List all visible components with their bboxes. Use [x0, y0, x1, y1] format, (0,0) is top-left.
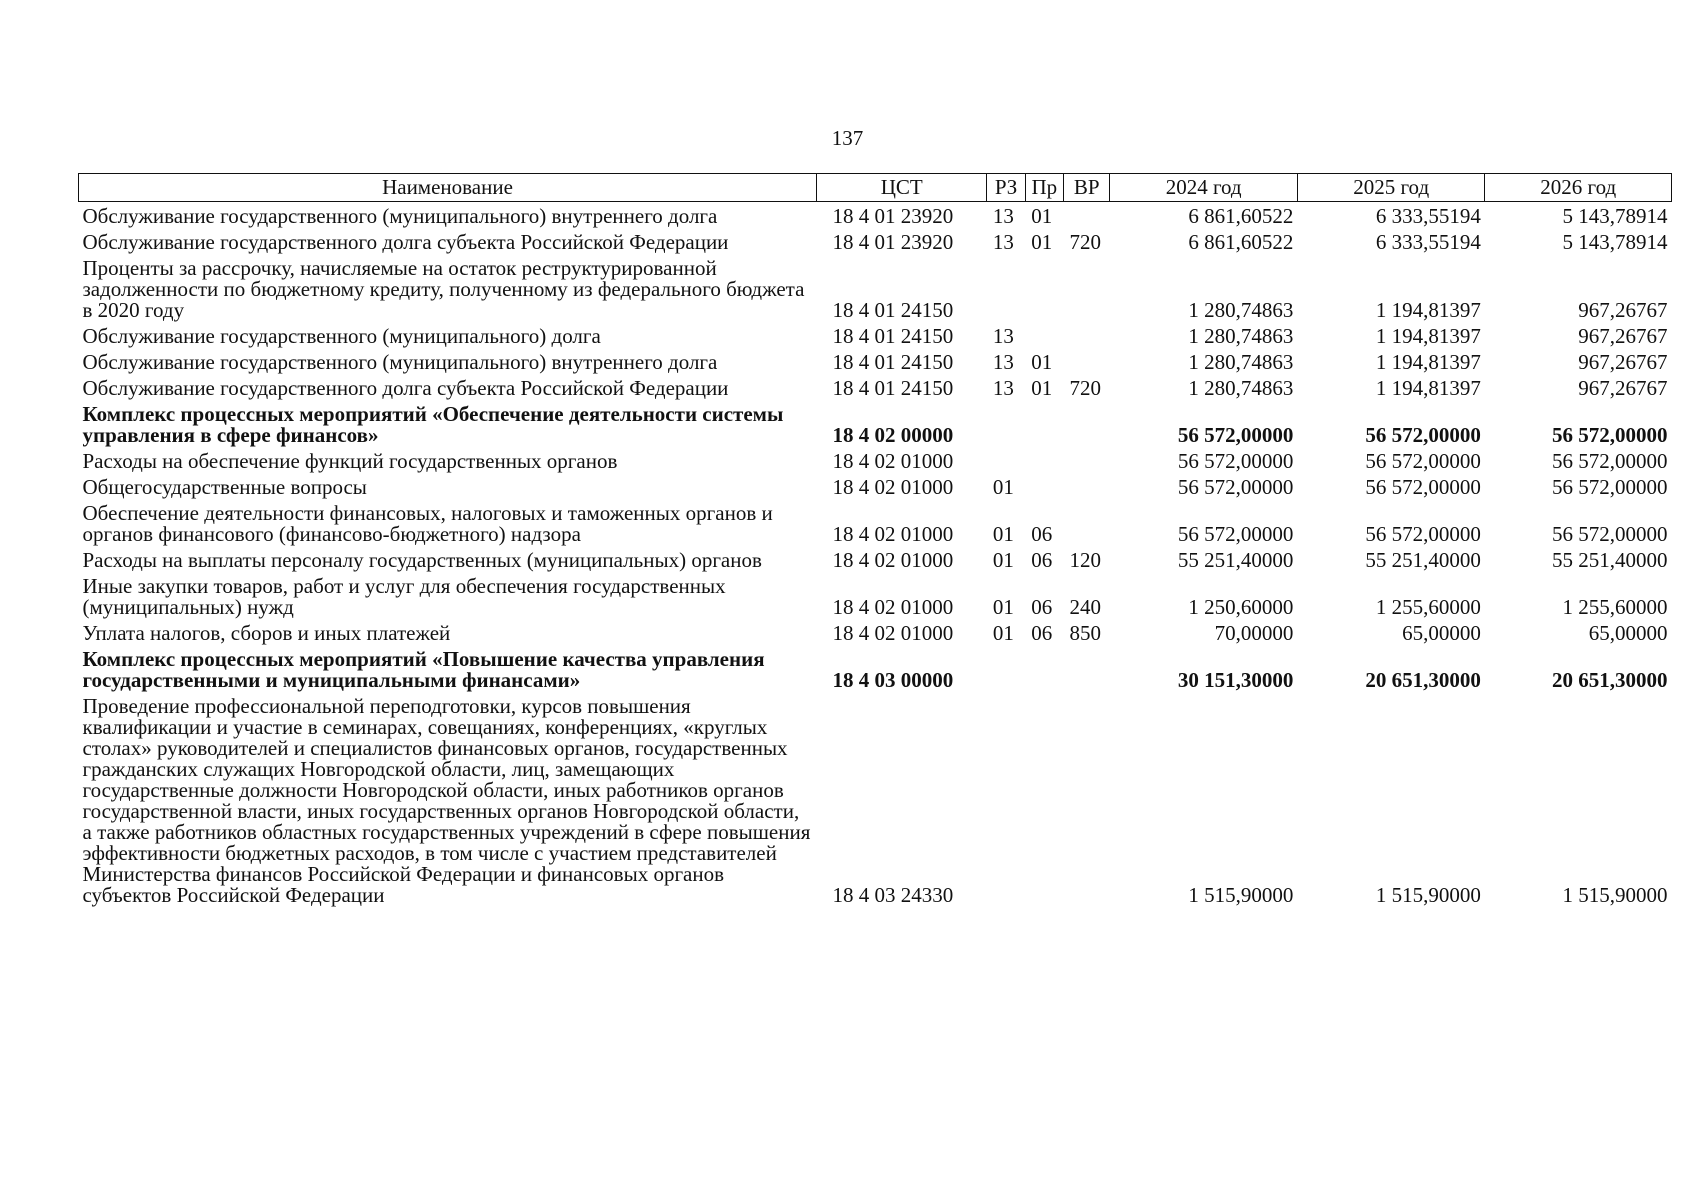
row-vr-cell: 850 — [1069, 621, 1102, 645]
header-rz: РЗ — [987, 174, 1025, 202]
row-pr-cell: 06 — [1031, 595, 1053, 619]
row-rz-cell — [987, 254, 1025, 322]
row-vr-cell: 720 — [1069, 376, 1102, 400]
row-vr-cell — [1064, 692, 1110, 907]
row-cst-cell: 18 4 03 00000 — [832, 668, 954, 692]
row-rz-cell — [987, 645, 1025, 692]
row-2026-value: 967,26767 — [1578, 350, 1668, 374]
row-pr-cell — [1025, 447, 1063, 473]
row-name-cell: Обеспечение деятельности финансовых, налоговых и таможенных органов и органов финансового (финансово-бюджетного) надзора — [82, 501, 773, 546]
row-2024-value: 30 151,30000 — [1177, 668, 1294, 692]
row-2024-value: 56 572,00000 — [1177, 449, 1294, 473]
table-row — [79, 374, 1672, 400]
row-vr-cell — [1064, 473, 1110, 499]
row-2024-value: 1 280,74863 — [1188, 350, 1294, 374]
row-name-cell: Обслуживание государственного (муниципального) долга — [82, 324, 601, 348]
row-2026-value: 20 651,30000 — [1552, 668, 1668, 692]
row-rz-cell: 13 — [992, 324, 1014, 348]
row-pr-cell: 01 — [1031, 376, 1053, 400]
row-2025-value: 56 572,00000 — [1365, 522, 1481, 546]
row-pr-cell — [1025, 254, 1063, 322]
row-rz-cell: 13 — [992, 350, 1014, 374]
table-row — [79, 546, 1672, 572]
row-2026-value: 967,26767 — [1578, 298, 1668, 322]
row-vr-cell: 240 — [1069, 595, 1102, 619]
row-2024-value: 56 572,00000 — [1177, 522, 1294, 546]
row-pr-cell — [1025, 322, 1063, 348]
row-2026-value: 55 251,40000 — [1552, 548, 1668, 572]
row-2026-value: 5 143,78914 — [1562, 230, 1668, 254]
row-rz-cell: 13 — [992, 204, 1014, 228]
row-pr-cell: 01 — [1031, 350, 1053, 374]
row-pr-cell — [1025, 645, 1063, 692]
row-cst-cell: 18 4 01 24150 — [832, 324, 954, 348]
row-name-cell: Проценты за рассрочку, начисляемые на остаток реструктурированной задолженности по бюджетному кредиту, полученному из федерального бюджета в 2020 году — [82, 256, 805, 322]
row-2025-value: 1 515,90000 — [1375, 883, 1481, 907]
row-vr-cell — [1064, 645, 1110, 692]
row-pr-cell — [1025, 473, 1063, 499]
row-2025-value: 6 333,55194 — [1375, 230, 1481, 254]
row-cst-cell: 18 4 01 24150 — [832, 376, 954, 400]
row-rz-cell: 01 — [992, 621, 1014, 645]
row-2025-value: 56 572,00000 — [1365, 475, 1481, 499]
row-cst-cell: 18 4 02 01000 — [832, 621, 954, 645]
table-row — [79, 400, 1672, 447]
row-vr-cell — [1064, 348, 1110, 374]
header-cst: ЦСТ — [817, 174, 987, 202]
row-2026-value: 56 572,00000 — [1552, 423, 1668, 447]
row-pr-cell — [1025, 400, 1063, 447]
row-name-cell: Иные закупки товаров, работ и услуг для обеспечения государственных (муниципальных) нужд — [82, 574, 726, 619]
row-2026-value: 1 515,90000 — [1562, 883, 1668, 907]
table-row — [79, 254, 1672, 322]
row-name-cell: Комплекс процессных мероприятий «Обеспечение деятельности системы управления в сфере финансов» — [82, 402, 784, 447]
table-header-row — [79, 174, 1672, 202]
row-2024-value: 1 515,90000 — [1188, 883, 1294, 907]
row-cst-cell: 18 4 02 01000 — [832, 449, 954, 473]
row-name-cell: Обслуживание государственного (муниципального) внутреннего долга — [82, 204, 718, 228]
row-cst-cell: 18 4 02 01000 — [832, 548, 954, 572]
table-row — [79, 572, 1672, 619]
row-2025-value: 1 194,81397 — [1375, 350, 1481, 374]
row-vr-cell: 120 — [1069, 548, 1102, 572]
row-vr-cell — [1064, 202, 1110, 229]
row-name-cell: Общегосударственные вопросы — [82, 475, 367, 499]
row-2024-value: 70,00000 — [1214, 621, 1294, 645]
row-2025-value: 6 333,55194 — [1375, 204, 1481, 228]
row-2026-value: 967,26767 — [1578, 324, 1668, 348]
table-row — [79, 322, 1672, 348]
row-2026-value: 5 143,78914 — [1562, 204, 1668, 228]
row-2024-value: 56 572,00000 — [1177, 475, 1294, 499]
row-vr-cell — [1064, 400, 1110, 447]
header-2025: 2025 год — [1297, 174, 1485, 202]
row-cst-cell: 18 4 01 24150 — [832, 350, 954, 374]
row-2025-value: 1 194,81397 — [1375, 324, 1481, 348]
row-rz-cell: 13 — [992, 376, 1014, 400]
row-vr-cell — [1064, 254, 1110, 322]
row-pr-cell: 06 — [1031, 548, 1053, 572]
table-row — [79, 473, 1672, 499]
row-cst-cell: 18 4 02 01000 — [832, 475, 954, 499]
page-number: 137 — [831, 126, 864, 150]
row-cst-cell: 18 4 01 24150 — [832, 298, 954, 322]
row-pr-cell: 06 — [1031, 522, 1053, 546]
row-name-cell: Расходы на обеспечение функций государственных органов — [82, 449, 618, 473]
row-2025-value: 20 651,30000 — [1365, 668, 1481, 692]
row-2025-value: 1 194,81397 — [1375, 298, 1481, 322]
row-2026-value: 1 255,60000 — [1562, 595, 1668, 619]
row-vr-cell — [1064, 447, 1110, 473]
row-pr-cell: 06 — [1031, 621, 1053, 645]
row-2026-value: 56 572,00000 — [1552, 449, 1668, 473]
row-rz-cell: 13 — [992, 230, 1014, 254]
header-2024: 2024 год — [1110, 174, 1298, 202]
row-2024-value: 55 251,40000 — [1177, 548, 1294, 572]
row-vr-cell: 720 — [1069, 230, 1102, 254]
table-row — [79, 202, 1672, 229]
row-2026-value: 65,00000 — [1588, 621, 1668, 645]
row-rz-cell — [987, 400, 1025, 447]
table-row — [79, 499, 1672, 546]
row-rz-cell: 01 — [992, 475, 1014, 499]
row-name-cell: Расходы на выплаты персоналу государственных (муниципальных) органов — [82, 548, 762, 572]
header-name: Наименование — [79, 174, 817, 202]
row-pr-cell: 01 — [1031, 204, 1053, 228]
row-2025-value: 55 251,40000 — [1365, 548, 1481, 572]
row-rz-cell: 01 — [992, 522, 1014, 546]
row-rz-cell — [987, 692, 1025, 907]
row-name-cell: Обслуживание государственного долга субъекта Российской Федерации — [82, 376, 729, 400]
row-rz-cell: 01 — [992, 548, 1014, 572]
row-name-cell: Комплекс процессных мероприятий «Повышение качества управления государственными и муниципальными финансами» — [82, 647, 765, 692]
row-2025-value: 65,00000 — [1402, 621, 1481, 645]
table-body — [79, 202, 1672, 908]
row-cst-cell: 18 4 03 24330 — [832, 883, 954, 907]
row-2024-value: 1 280,74863 — [1188, 324, 1294, 348]
row-pr-cell — [1025, 692, 1063, 907]
row-name-cell: Проведение профессиональной переподготовки, курсов повышения квалификации и участие в семинарах, совещаниях, конференциях, «круглых столах» руководителей и специалистов финансовых органов, государственных гражданских служащих Новгородской области, лиц, замещающих государственные должности Новгородской области, иных работников органов государственной власти, иных государственных органов Новгородской области, а также работников областных государственных учреждений в сфере повышения эффективности бюджетных расходов, в том числе с участием представителей Министерства финансов Российской Федерации и финансовых органов субъектов Российской Федерации — [82, 694, 811, 907]
row-name-cell: Уплата налогов, сборов и иных платежей — [82, 621, 451, 645]
row-cst-cell: 18 4 02 01000 — [832, 522, 954, 546]
row-2025-value: 1 255,60000 — [1375, 595, 1481, 619]
row-2024-value: 6 861,60522 — [1188, 230, 1294, 254]
row-2025-value: 1 194,81397 — [1375, 376, 1481, 400]
row-name-cell: Обслуживание государственного (муниципального) внутреннего долга — [82, 350, 718, 374]
row-2024-value: 1 280,74863 — [1188, 298, 1294, 322]
table-row — [79, 447, 1672, 473]
row-vr-cell — [1064, 322, 1110, 348]
table-row — [79, 619, 1672, 645]
row-cst-cell: 18 4 01 23920 — [832, 230, 954, 254]
row-cst-cell: 18 4 01 23920 — [832, 204, 954, 228]
header-2026: 2026 год — [1485, 174, 1672, 202]
table-row — [79, 645, 1672, 692]
row-2025-value: 56 572,00000 — [1365, 449, 1481, 473]
row-2026-value: 967,26767 — [1578, 376, 1668, 400]
row-cst-cell: 18 4 02 00000 — [832, 423, 954, 447]
row-2024-value: 1 250,60000 — [1188, 595, 1294, 619]
table-row — [79, 348, 1672, 374]
row-2024-value: 56 572,00000 — [1177, 423, 1294, 447]
row-2025-value: 56 572,00000 — [1365, 423, 1481, 447]
row-cst-cell: 18 4 02 01000 — [832, 595, 954, 619]
row-2026-value: 56 572,00000 — [1552, 475, 1668, 499]
table-row — [79, 228, 1672, 254]
row-2024-value: 1 280,74863 — [1188, 376, 1294, 400]
row-2026-value: 56 572,00000 — [1552, 522, 1668, 546]
row-vr-cell — [1064, 499, 1110, 546]
table-row — [79, 692, 1672, 907]
row-2024-value: 6 861,60522 — [1188, 204, 1294, 228]
header-vr: ВР — [1064, 174, 1110, 202]
budget-table — [78, 173, 1672, 907]
row-rz-cell: 01 — [992, 595, 1014, 619]
row-rz-cell — [987, 447, 1025, 473]
header-pr: Пр — [1025, 174, 1063, 202]
row-name-cell: Обслуживание государственного долга субъекта Российской Федерации — [82, 230, 729, 254]
row-pr-cell: 01 — [1031, 230, 1053, 254]
